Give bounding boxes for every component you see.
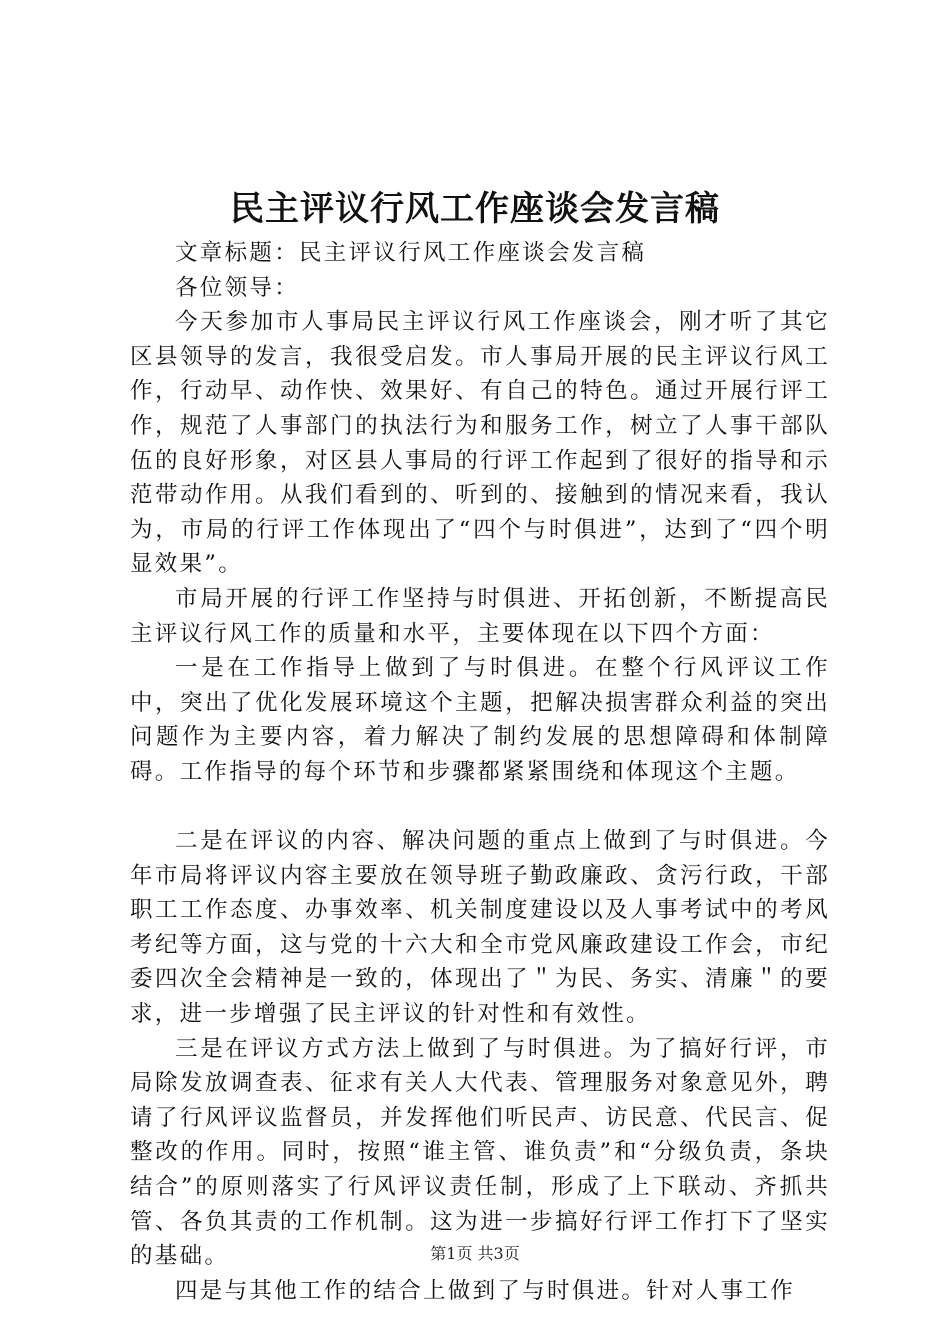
salutation: 各位领导： bbox=[175, 274, 300, 301]
document-body bbox=[130, 236, 830, 1308]
paragraph-intro: 今天参加市人事局民主评议行风工作座谈会，刚才听了其它区县领导的发言，我很受启发。市人事局开展的民主评议行风工作，行动早、动作快、效果好、有自己的特色。通过开展行评工作，规范了人事部门的执法行为和服务工作，树立了人事干部队伍的良好形象，对区县人事局的行评工作起到了很好的指导和示范带动作用。从我们看到的、听到的、接触到的情况来看，我认为，市局的行评工作体现出了“四个与时俱进”，达到了“四个明显效果”。 bbox=[130, 309, 830, 578]
page-footer: 第1页 共3页 bbox=[430, 1244, 520, 1263]
paragraph-point-one: 一是在工作指导上做到了与时俱进。在整个行风评议工作中，突出了优化发展环境这个主题，把解决损害群众利益的突出问题作为主要内容，着力解决了制约发展的思想障碍和体制障碍。工作指导的每个环节和步骤都紧紧围绕和体现这个主题。 bbox=[130, 655, 830, 785]
paragraph-point-four: 四是与其他工作的结合上做到了与时俱进。针对人事工作 bbox=[175, 1277, 796, 1304]
paragraph-overview: 市局开展的行评工作坚持与时俱进、开拓创新，不断提高民主评议行风工作的质量和水平，主要体现在以下四个方面： bbox=[130, 585, 830, 647]
paragraph-point-three: 三是在评议方式方法上做到了与时俱进。为了搞好行评，市局除发放调查表、征求有关人大代表、管理服务对象意见外，聘请了行风评议监督员，并发挥他们听民声、访民意、代民言、促整改的作用。同时，按照“谁主管、谁负责”和“分级负责，条块结合”的原则落实了行风评议责任制，形成了上下联动、齐抓共管、各负其责的工作机制。这为进一步搞好行评工作打下了坚实的基础。 bbox=[130, 1035, 830, 1270]
paragraph-point-two: 二是在评议的内容、解决问题的重点上做到了与时俱进。今年市局将评议内容主要放在领导班子勤政廉政、贪污行政，干部职工工作态度、办事效率、机关制度建设以及人事考试中的考风考纪等方面，这与党的十六大和全市党风廉政建设工作会，市纪委四次全会精神是一致的，体现出了＂为民、务实、清廉＂的要求，进一步增强了民主评议的针对性和有效性。 bbox=[130, 828, 830, 1028]
article-title-line: 文章标题：民主评议行风工作座谈会发言稿 bbox=[175, 240, 647, 266]
document-title: 民主评议行风工作座谈会发言稿 bbox=[230, 189, 720, 229]
